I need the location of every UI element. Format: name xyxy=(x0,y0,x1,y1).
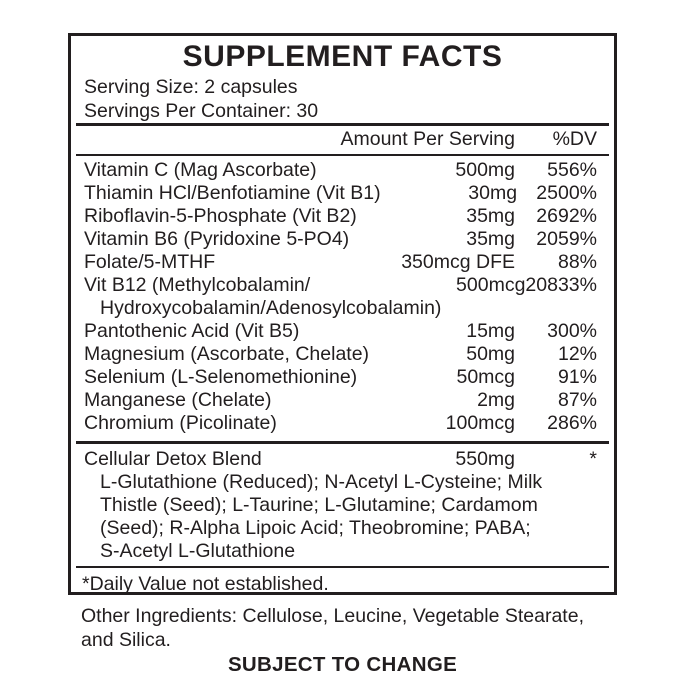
nutrient-dv: 20833% xyxy=(525,274,597,296)
table-row xyxy=(84,251,597,274)
divider xyxy=(76,441,609,444)
table-row xyxy=(84,182,597,205)
nutrient-amount: 100mcg xyxy=(445,412,515,434)
table-row xyxy=(84,159,597,182)
nutrient-name: Riboflavin-5-Phosphate (Vit B2) xyxy=(84,205,357,227)
nutrient-dv: 87% xyxy=(557,389,597,411)
other-ingredients-line: Other Ingredients: Cellulose, Leucine, Vegetable Stearate, xyxy=(81,605,584,627)
blend-amount: 550mg xyxy=(455,448,515,470)
serving-size: Serving Size: 2 capsules xyxy=(84,76,298,98)
table-row xyxy=(84,320,597,343)
table-row xyxy=(84,205,597,228)
nutrient-dv: 556% xyxy=(547,159,597,181)
blend-ingredients xyxy=(71,471,614,563)
nutrient-name-line2: Hydroxycobalamin/Adenosylcobalamin) xyxy=(100,297,442,319)
nutrient-amount: 35mg xyxy=(466,205,515,227)
column-header-row xyxy=(71,126,614,154)
nutrient-amount: 35mg xyxy=(466,228,515,250)
nutrient-dv: 286% xyxy=(547,412,597,434)
supplement-facts-panel xyxy=(68,33,617,595)
nutrient-name: Chromium (Picolinate) xyxy=(84,412,277,434)
table-row xyxy=(84,274,597,320)
nutrient-amount: 500mcg xyxy=(456,274,526,296)
nutrient-dv: 2500% xyxy=(536,182,597,204)
nutrient-amount: 50mg xyxy=(466,343,515,365)
nutrient-amount: 15mg xyxy=(466,320,515,342)
other-ingredients xyxy=(81,604,584,652)
nutrient-dv: 2059% xyxy=(536,228,597,250)
blend-name: Cellular Detox Blend xyxy=(84,448,262,470)
nutrient-dv: 91% xyxy=(557,366,597,388)
amount-column-header: Amount Per Serving xyxy=(340,128,515,150)
nutrient-name: Manganese (Chelate) xyxy=(84,389,272,411)
blend-row xyxy=(71,448,614,471)
table-row xyxy=(84,343,597,366)
nutrient-name: Thiamin HCl/Benfotiamine (Vit B1) xyxy=(84,182,381,204)
nutrient-amount: 30mg xyxy=(468,182,518,204)
nutrient-name-line1: Vit B12 (Methylcobalamin/ xyxy=(84,274,311,296)
nutrient-name: Vitamin C (Mag Ascorbate) xyxy=(84,159,317,181)
table-row xyxy=(84,389,597,412)
nutrient-name: Folate/5-MTHF xyxy=(84,251,216,273)
serving-info xyxy=(71,75,614,123)
nutrient-amount: 350mcg DFE xyxy=(401,251,515,273)
blend-dv: * xyxy=(589,448,597,470)
daily-value-footnote: *Daily Value not established. xyxy=(82,573,329,595)
nutrient-name: Magnesium (Ascorbate, Chelate) xyxy=(84,343,370,365)
divider xyxy=(76,566,609,568)
nutrient-dv: 88% xyxy=(557,251,597,273)
table-row xyxy=(84,228,597,251)
table-row xyxy=(84,366,597,389)
nutrient-amount: 2mg xyxy=(477,389,515,411)
blend-ingredients-line: S-Acetyl L-Glutathione xyxy=(100,540,296,562)
servings-per-container: Servings Per Container: 30 xyxy=(84,100,319,122)
other-ingredients-line: and Silica. xyxy=(81,629,171,651)
nutrient-dv: 2692% xyxy=(536,205,597,227)
subject-to-change-note: SUBJECT TO CHANGE xyxy=(227,653,458,676)
blend-ingredients-line: Thistle (Seed); L-Taurine; L-Glutamine; Cardamom xyxy=(100,494,538,516)
nutrient-name: Selenium (L-Selenomethionine) xyxy=(84,366,358,388)
dv-column-header: %DV xyxy=(552,128,597,150)
nutrient-amount: 500mg xyxy=(455,159,515,181)
nutrient-name: Pantothenic Acid (Vit B5) xyxy=(84,320,300,342)
nutrient-amount: 50mcg xyxy=(456,366,515,388)
table-row xyxy=(84,412,597,435)
blend-ingredients-line: L-Glutathione (Reduced); N-Acetyl L-Cysteine; Milk xyxy=(100,471,543,493)
panel-title: SUPPLEMENT FACTS xyxy=(182,40,503,73)
blend-ingredients-line: (Seed); R-Alpha Lipoic Acid; Theobromine; PABA; xyxy=(100,517,531,539)
nutrient-table xyxy=(71,156,614,435)
nutrient-name xyxy=(84,274,441,320)
nutrient-dv: 12% xyxy=(557,343,597,365)
nutrient-dv: 300% xyxy=(547,320,597,342)
nutrient-name: Vitamin B6 (Pyridoxine 5-PO4) xyxy=(84,228,350,250)
